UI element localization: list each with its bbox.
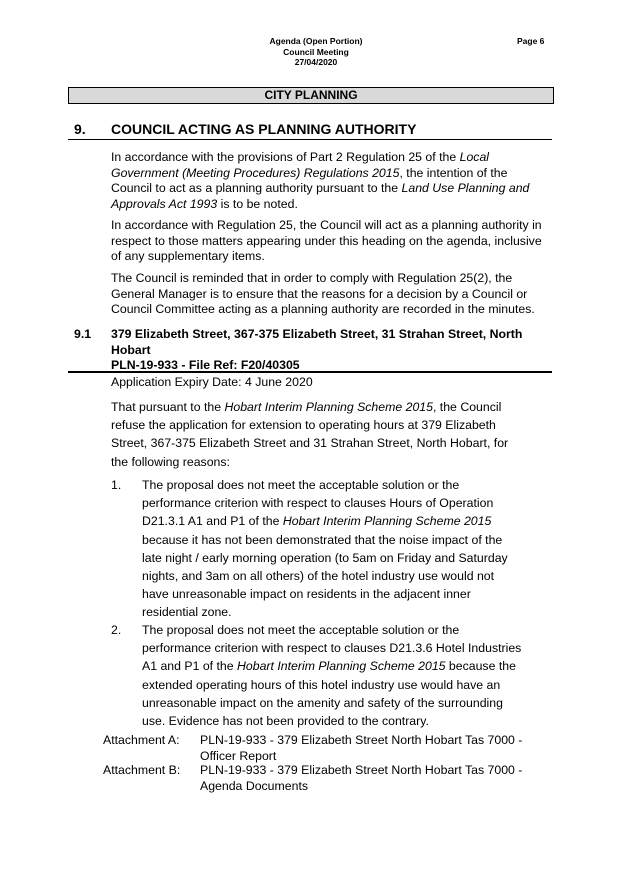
paragraph-regulation: In accordance with Regulation 25, the Council will act as a planning authority in respect to those matters appearing under this heading on the agenda, inclusive of any supplementary items.	[111, 218, 542, 263]
paragraph-intro	[111, 150, 551, 212]
attachment-a-link[interactable]: PLN-19-933 - 379 Elizabeth Street North Hobart Tas 7000 - Officer Report	[200, 733, 523, 763]
text-run: because the extended operating hours of this hotel industry use would have an unreasonable impact on the amenity and safety of the surrounding use. Evidence has not been provided to the contrary.	[142, 659, 516, 729]
item-heading	[111, 327, 551, 374]
italic-run: Hobart Interim Planning Scheme 2015	[282, 514, 492, 529]
text-run: That pursuant to the	[111, 400, 225, 414]
item-reference: PLN-19-933 - File Ref: F20/40305	[111, 358, 300, 372]
italic-run: Land Use Planning and Approvals Act 1993	[111, 181, 530, 211]
italic-run: Local Government (Meeting Procedures) Regulations 2015	[111, 150, 490, 180]
reason-number: 1.	[111, 478, 122, 492]
header-date: 27/04/2020	[294, 57, 338, 67]
document-header	[230, 36, 402, 68]
reason-number: 2.	[111, 623, 122, 637]
recommendation-intro	[111, 398, 511, 471]
paragraph-reminder: The Council is reminded that in order to comply with Regulation 25(2), the General Manager is to ensure that the reasons for a decision by a Council or Council Committee acting as a planning authority are recorded in the minutes.	[111, 271, 535, 316]
page-number: Page 6	[517, 36, 545, 46]
text-run: In accordance with the provisions of Part 2 Regulation 25 of the	[111, 150, 460, 164]
text-run: , the Council refuse the application for extension to operating hours at 379 Elizabeth Street, 367-375 Elizabeth Street and 31 Strahan Street, North Hobart, for the following reasons:	[111, 400, 509, 469]
attachment-b-label: Attachment B:	[103, 763, 181, 777]
text-run: is to be noted.	[217, 196, 298, 211]
text-run: The proposal does not meet the acceptable solution or the performance criterion with respect to clauses Hours of Operation D21.3.1 A1 and P1 of the	[142, 478, 494, 529]
reason-text	[142, 621, 522, 730]
reason-text	[142, 476, 522, 622]
item-number: 9.1	[74, 327, 92, 341]
attachment-b-link[interactable]: PLN-19-933 - 379 Elizabeth Street North Hobart Tas 7000 - Agenda Documents	[200, 763, 523, 793]
attachment-a-label: Attachment A:	[103, 733, 180, 747]
section-divider	[68, 139, 552, 140]
item-title: 379 Elizabeth Street, 367-375 Elizabeth Street, 31 Strahan Street, North Hobart	[111, 327, 523, 357]
header-meeting: Council Meeting	[283, 46, 349, 57]
header-title: Agenda (Open Portion)	[269, 36, 363, 46]
expiry-date: Application Expiry Date: 4 June 2020	[111, 375, 313, 389]
italic-run: Hobart Interim Planning Scheme 2015	[224, 400, 433, 414]
section-banner: CITY PLANNING	[68, 87, 554, 104]
text-run: , the intention of the Council to act as a planning authority pursuant to the	[111, 165, 508, 195]
section-number: 9.	[74, 121, 86, 137]
section-title: COUNCIL ACTING AS PLANNING AUTHORITY	[111, 121, 417, 137]
text-run: because it has not been demonstrated that the noise impact of the late night / early morning operation (to 5am on Friday and Saturday nights, and 3am on all others) of the hotel industry use would not have unreasonable impact on residents in the adjacent inner residential zone.	[142, 532, 508, 620]
text-run: The proposal does not meet the acceptable solution or the performance criterion with respect to clauses D21.3.6 Hotel Industries A1 and P1 of the	[142, 623, 522, 674]
italic-run: Hobart Interim Planning Scheme 2015	[237, 659, 446, 674]
